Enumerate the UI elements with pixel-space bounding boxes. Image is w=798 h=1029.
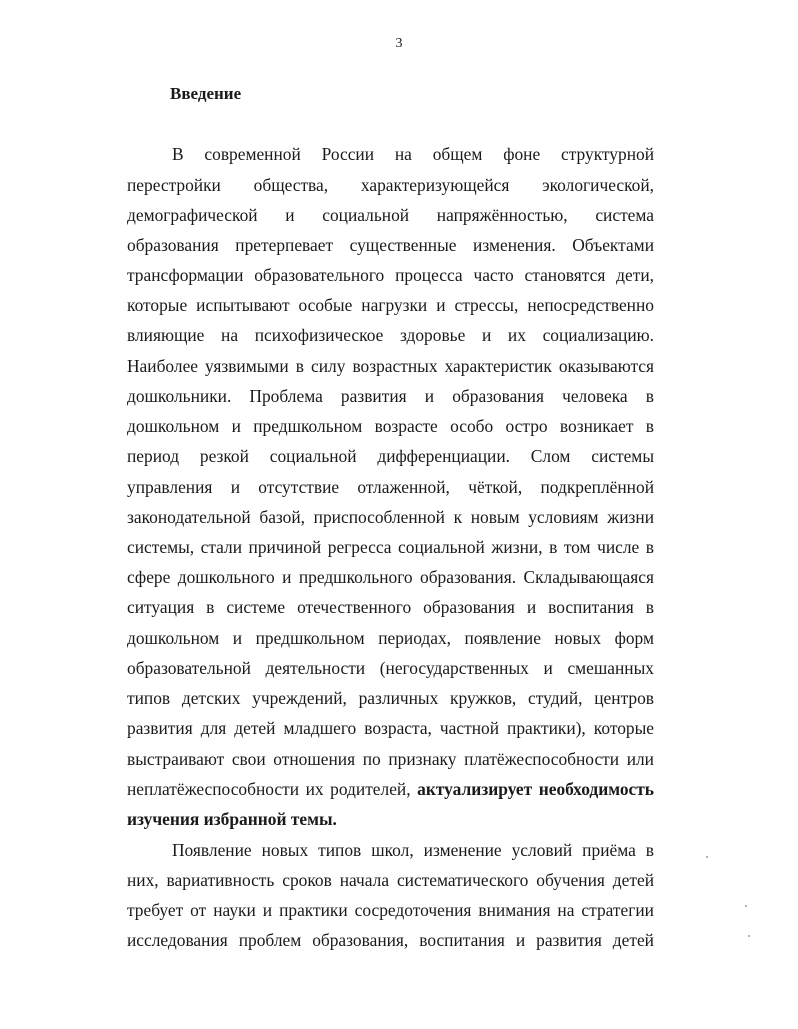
text-line: дошкольном и предшкольном периодах, появление новых форм — [127, 628, 654, 648]
text-line: демографической и социальной напряжённостью, система — [127, 205, 654, 225]
text-line — [127, 779, 654, 799]
text-line: Появление новых типов школ, изменение условий приёма в — [172, 840, 654, 860]
text-line: требует от науки и практики сосредоточения внимания на стратегии — [127, 900, 654, 920]
text-line: период резкой социальной дифференциации. Слом системы — [127, 446, 654, 466]
text-line: дошкольном и предшкольном возрасте особо остро возникает в — [127, 416, 654, 436]
text-line: ситуация в системе отечественного образования и воспитания в — [127, 597, 654, 617]
text-line: которые испытывают особые нагрузки и стрессы, непосредственно — [127, 295, 654, 315]
emphasis-text: актуализирует необходимость — [417, 779, 654, 799]
text-line: сфере дошкольного и предшкольного образования. Складывающаяся — [127, 567, 654, 587]
text-line: системы, стали причиной регресса социальной жизни, в том числе в — [127, 537, 654, 557]
emphasis-text: изучения избранной темы. — [127, 809, 337, 829]
scan-speck — [748, 935, 750, 937]
text-line: образования претерпевает существенные изменения. Объектами — [127, 235, 654, 255]
text-line: В современной России на общем фоне структурной — [172, 144, 654, 164]
scan-speck — [745, 905, 747, 907]
text-line: Наиболее уязвимыми в силу возрастных характеристик оказываются — [127, 356, 654, 376]
text-line: дошкольники. Проблема развития и образования человека в — [127, 386, 654, 406]
text-line: типов детских учреждений, различных кружков, студий, центров — [127, 688, 654, 708]
text-line: управления и отсутствие отлаженной, чёткой, подкреплённой — [127, 477, 654, 497]
text-run: неплатёжеспособности их родителей, — [127, 779, 418, 799]
text-line: законодательной базой, приспособленной к новым условиям жизни — [127, 507, 654, 527]
text-line: влияющие на психофизическое здоровье и их социализацию. — [127, 325, 654, 345]
text-line: образовательной деятельности (негосударственных и смешанных — [127, 658, 654, 678]
page-title: Введение — [170, 84, 242, 103]
text-line: исследования проблем образования, воспитания и развития детей — [127, 930, 654, 950]
text-line: них, вариативность сроков начала систематического обучения детей — [127, 870, 654, 890]
text-line: развития для детей младшего возраста, частной практики), которые — [127, 718, 654, 738]
text-line: выстраивают свои отношения по признаку платёжеспособности или — [127, 749, 654, 769]
page-number: 3 — [395, 36, 403, 51]
scan-speck — [706, 856, 708, 858]
text-line: перестройки общества, характеризующейся экологической, — [127, 175, 654, 195]
text-line: трансформации образовательного процесса часто становятся дети, — [127, 265, 654, 285]
